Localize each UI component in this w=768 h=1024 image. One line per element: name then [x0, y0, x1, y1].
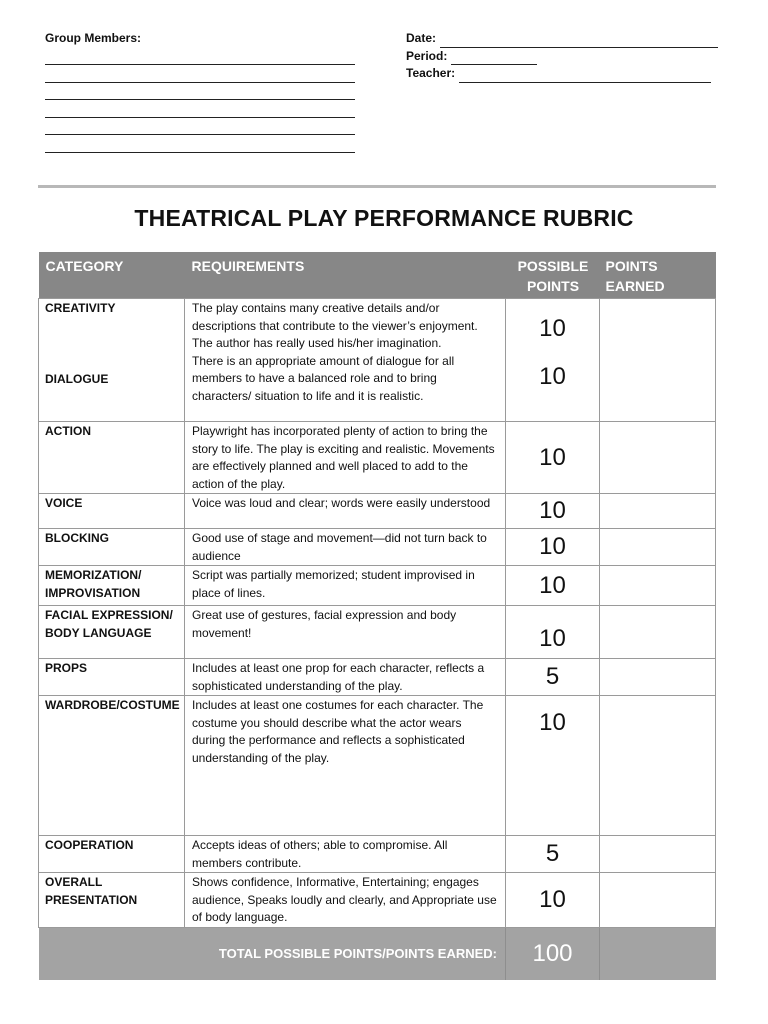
requirement-cell: Includes at least one prop for each character, reflects a sophisticated understanding of the play. [185, 659, 506, 696]
table-row [39, 696, 716, 836]
info-fields-section [406, 30, 718, 83]
table-row [39, 836, 716, 873]
points-earned-cell[interactable] [600, 494, 716, 529]
teacher-blank[interactable] [459, 69, 711, 83]
possible-points-cell [506, 299, 600, 422]
category-cell: BLOCKING [39, 529, 185, 566]
requirement-cell: Includes at least one costumes for each character. The costume you should describe what the actor wears during the performance and reflects a sophisticated understanding of the play. [185, 696, 506, 836]
requirement-cell: Great use of gestures, facial expression and body movement! [185, 606, 506, 659]
header-points-earned [600, 252, 716, 299]
date-blank[interactable] [440, 34, 718, 48]
category-cell: OVERALL PRESENTATION [39, 873, 185, 928]
table-row [39, 299, 716, 422]
total-label: TOTAL POSSIBLE POINTS/POINTS EARNED: [39, 927, 506, 980]
header-divider [38, 185, 716, 188]
category-cell [39, 299, 185, 422]
requirement-cell: Playwright has incorporated plenty of action to bring the story to life. The play is exciting and realistic. Movements are effectively planned and well placed to add to the action of the play. [185, 422, 506, 494]
points-earned-cell[interactable] [600, 566, 716, 606]
page-title: THEATRICAL PLAY PERFORMANCE RUBRIC [134, 205, 634, 231]
teacher-label: Teacher: [406, 66, 456, 80]
total-possible-value: 100 [506, 927, 600, 980]
group-member-line[interactable] [45, 100, 355, 118]
possible-points-cell: 10 [506, 873, 600, 928]
category-cell: ACTION [39, 422, 185, 494]
group-member-line[interactable] [45, 65, 355, 83]
requirement-cell: Voice was loud and clear; words were easily understood [185, 494, 506, 529]
points-earned-cell[interactable] [600, 696, 716, 836]
header-earned-line1: POINTS [605, 258, 658, 274]
requirement-cell: Good use of stage and movement—did not turn back to audience [185, 529, 506, 566]
period-blank[interactable] [451, 51, 537, 65]
category-cell: FACIAL EXPRESSION/ BODY LANGUAGE [39, 606, 185, 659]
requirement-cell: Shows confidence, Informative, Entertaining; engages audience, Speaks loudly and clearly, and Appropriate use of body language. [185, 873, 506, 928]
category-cell: VOICE [39, 494, 185, 529]
date-field [406, 30, 718, 48]
header-earned-line2: EARNED [605, 278, 665, 294]
points-earned-cell[interactable] [600, 606, 716, 659]
possible-points-value: 10 [539, 362, 566, 390]
requirement-cell [185, 299, 506, 422]
category-cell: PROPS [39, 659, 185, 696]
table-row [39, 566, 716, 606]
group-member-line[interactable] [45, 118, 355, 136]
period-field [406, 48, 718, 66]
possible-points-cell: 10 [506, 566, 600, 606]
table-row [39, 529, 716, 566]
table-row [39, 422, 716, 494]
possible-points-cell: 10 [506, 696, 600, 836]
table-row [39, 606, 716, 659]
header-requirements: REQUIREMENTS [185, 252, 506, 299]
requirement-cell: Script was partially memorized; student improvised in place of lines. [185, 566, 506, 606]
date-label: Date: [406, 31, 437, 45]
possible-points-cell: 5 [506, 836, 600, 873]
possible-points-value: 10 [539, 315, 566, 342]
group-members-label: Group Members: [45, 31, 142, 45]
rubric-table [38, 252, 716, 980]
category-cell: MEMORIZATION/ IMPROVISATION [39, 566, 185, 606]
period-label: Period: [406, 48, 448, 63]
header-possible-line2: POINTS [526, 278, 580, 294]
header-possible-line1: POSSIBLE [517, 258, 589, 274]
points-earned-cell[interactable] [600, 299, 716, 422]
category-label: CREATIVITY [45, 301, 116, 315]
points-earned-cell[interactable] [600, 873, 716, 928]
teacher-field [406, 65, 718, 83]
category-cell: WARDROBE/COSTUME [39, 696, 185, 836]
possible-points-cell: 5 [506, 659, 600, 696]
table-header-row [39, 252, 716, 299]
group-member-line[interactable] [45, 135, 355, 153]
table-row [39, 494, 716, 529]
points-earned-cell[interactable] [600, 836, 716, 873]
group-member-line[interactable] [45, 48, 355, 66]
group-members-section [45, 30, 355, 153]
category-cell: COOPERATION [39, 836, 185, 873]
table-row [39, 659, 716, 696]
total-row [39, 927, 716, 980]
possible-points-cell: 10 [506, 494, 600, 529]
table-row [39, 873, 716, 928]
points-earned-cell[interactable] [600, 529, 716, 566]
requirement-cell: Accepts ideas of others; able to compromise. All members contribute. [185, 836, 506, 873]
category-label: DIALOGUE [45, 371, 109, 386]
possible-points-cell: 10 [506, 422, 600, 494]
points-earned-cell[interactable] [600, 422, 716, 494]
requirement-text: The play contains many creative details and/or descriptions that contribute to the viewer’s enjoyment. The author has really used his/her imagination. [192, 301, 478, 350]
header-category: CATEGORY [39, 252, 185, 299]
requirement-text: There is an appropriate amount of dialogue for all members to have a balanced role and to bring characters/ situation to life and it is realistic. [192, 353, 455, 403]
total-earned-cell[interactable] [600, 927, 716, 980]
possible-points-cell: 10 [506, 529, 600, 566]
points-earned-cell[interactable] [600, 659, 716, 696]
header-possible-points [506, 252, 600, 299]
possible-points-cell: 10 [506, 606, 600, 659]
group-member-line[interactable] [45, 83, 355, 101]
